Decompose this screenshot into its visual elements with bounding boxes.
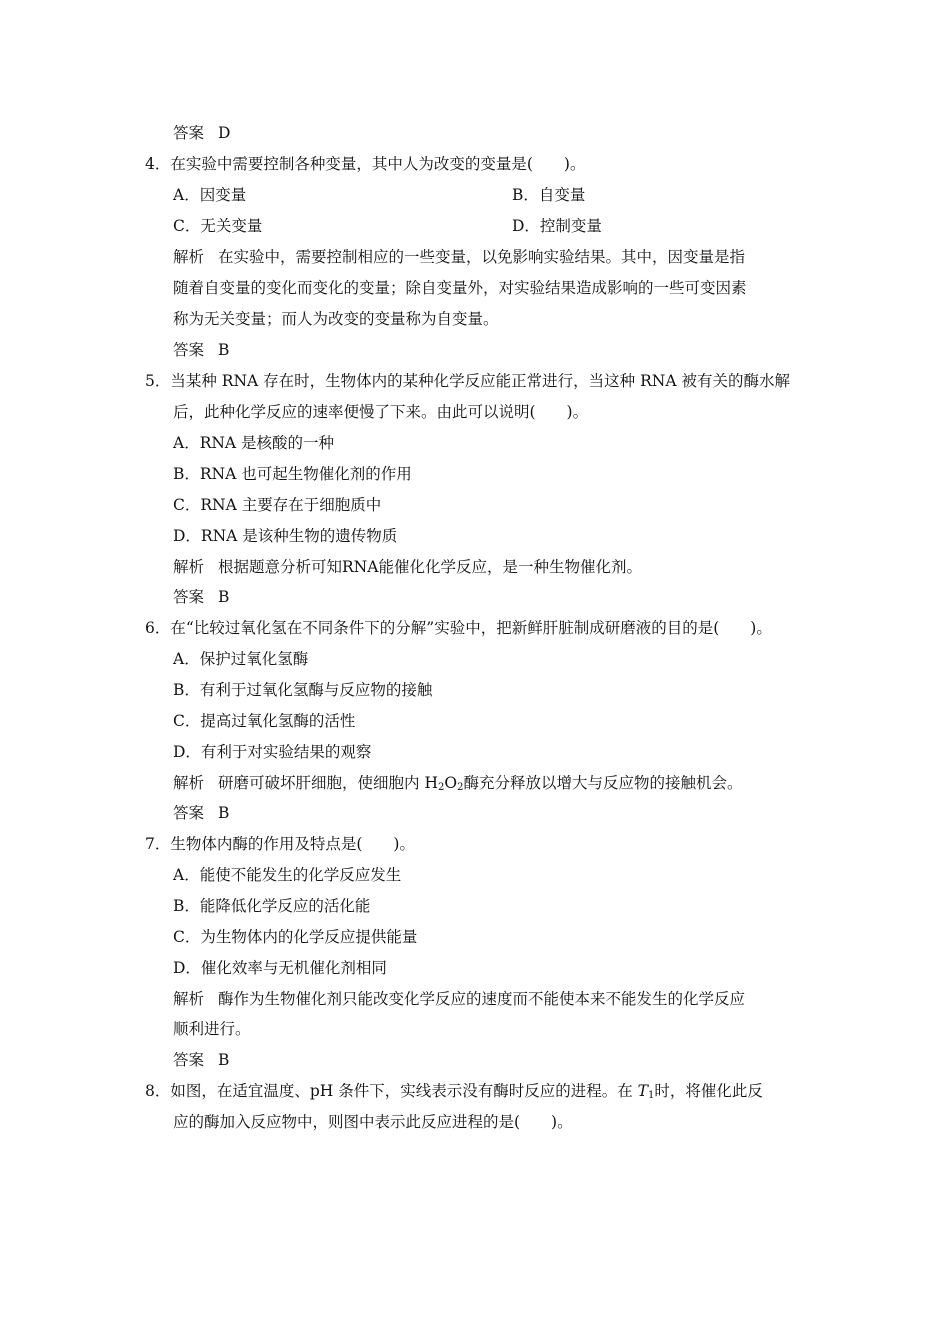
q6-option-a: A．保护过氧化氢酶	[173, 650, 309, 668]
q6-explanation	[173, 773, 742, 793]
answer-label: 答案	[173, 1051, 205, 1069]
explanation-text-after: 酶充分释放以增大与反应物的接触机会。	[463, 774, 743, 792]
answer-value: B	[218, 588, 230, 606]
q5-answer	[173, 587, 229, 607]
answer-value: B	[218, 341, 230, 359]
q4-option-b: B．自变量	[512, 186, 586, 204]
q4-answer	[173, 340, 229, 360]
explanation-label: 解析	[173, 774, 205, 792]
answer-label: 答案	[173, 588, 205, 606]
explanation-text: 酶作为生物催化剂只能改变化学反应的速度而不能使本来不能发生的化学反应	[218, 990, 746, 1008]
q7-option-c: C．为生物体内的化学反应提供能量	[173, 928, 418, 946]
subscript-2: 2	[437, 782, 445, 793]
variable-t: T	[637, 1082, 649, 1100]
q6-option-d: D．有利于对实验结果的观察	[173, 743, 372, 761]
answer-value: B	[218, 804, 230, 822]
question-text: 当某种 RNA 存在时，生物体内的某种化学反应能正常进行，当这种 RNA 被有关的酶水解	[170, 372, 790, 390]
question-text: 在实验中需要控制各种变量，其中人为改变的变量是( )。	[170, 155, 586, 173]
q5-option-a: A．RNA 是核酸的一种	[173, 434, 335, 452]
q5-option-d: D．RNA 是该种生物的遗传物质	[173, 527, 398, 545]
answer-label: 答案	[173, 341, 205, 359]
question-number: 6．	[145, 619, 171, 637]
q7-explanation-line-1	[173, 989, 745, 1009]
explanation-label: 解析	[173, 248, 205, 266]
question-number: 4．	[145, 155, 171, 173]
question-number: 5．	[145, 372, 171, 390]
q4-option-c: C．无关变量	[173, 217, 263, 235]
q4-option-d: D．控制变量	[512, 217, 602, 235]
explanation-text-o: O	[444, 774, 458, 792]
answer-value: B	[218, 1051, 230, 1069]
q7-explanation-line-2: 顺利进行。	[173, 1020, 251, 1038]
question-text: 生物体内酶的作用及特点是( )。	[170, 835, 415, 853]
q4-option-a: A．因变量	[173, 186, 247, 204]
subscript-2: 2	[457, 782, 464, 793]
explanation-label: 解析	[173, 558, 205, 576]
q4-explanation-line-2: 随着自变量的变化而变化的变量；除自变量外，对实验结果造成影响的一些可变因素	[173, 279, 747, 297]
q5-explanation	[173, 557, 642, 577]
answer-label: 答案	[173, 804, 205, 822]
q5-question-line-1	[145, 371, 790, 391]
q4-explanation-line-3: 称为无关变量；而人为改变的变量称为自变量。	[173, 310, 499, 328]
q3-answer	[173, 123, 230, 143]
explanation-label: 解析	[173, 990, 205, 1008]
explanation-text-before: 研磨可破坏肝细胞，使细胞内 H	[218, 774, 438, 792]
answer-label: 答案	[173, 124, 205, 142]
answer-value: D	[218, 124, 231, 142]
question-text-before: 如图，在适宜温度、pH 条件下，实线表示没有酶时反应的进程。在	[170, 1082, 638, 1100]
q8-question-line-2: 应的酶加入反应物中，则图中表示此反应进程的是( )。	[173, 1113, 573, 1131]
q5-option-b: B．RNA 也可起生物催化剂的作用	[173, 465, 412, 483]
q4-explanation-line-1	[173, 247, 745, 267]
q7-option-d: D．催化效率与无机催化剂相同	[173, 959, 387, 977]
q7-option-b: B．能降低化学反应的活化能	[173, 897, 371, 915]
q6-option-b: B．有利于过氧化氢酶与反应物的接触	[173, 681, 433, 699]
q5-option-c: C．RNA 主要存在于细胞质中	[173, 496, 382, 514]
q7-option-a: A．能使不能发生的化学反应发生	[173, 866, 402, 884]
q4-question	[145, 154, 585, 174]
explanation-text: 在实验中，需要控制相应的一些变量，以免影响实验结果。其中，因变量是指	[218, 248, 746, 266]
question-number: 8．	[145, 1082, 171, 1100]
q5-question-line-2: 后，此种化学反应的速率便慢了下来。由此可以说明( )。	[173, 403, 589, 421]
question-text: 在“比较过氧化氢在不同条件下的分解”实验中，把新鲜肝脏制成研磨液的目的是( )。	[170, 619, 772, 637]
q6-question	[145, 618, 772, 638]
question-text-after: 时，将催化此反	[654, 1082, 763, 1100]
q7-question	[145, 834, 415, 854]
question-number: 7．	[145, 835, 171, 853]
explanation-text: 根据题意分析可知RNA能催化化学反应，是一种生物催化剂。	[218, 558, 642, 576]
q7-answer	[173, 1050, 229, 1070]
q6-answer	[173, 803, 229, 823]
q6-option-c: C．提高过氧化氢酶的活性	[173, 712, 356, 730]
subscript-1: 1	[648, 1090, 655, 1101]
q8-question-line-1	[145, 1081, 763, 1101]
